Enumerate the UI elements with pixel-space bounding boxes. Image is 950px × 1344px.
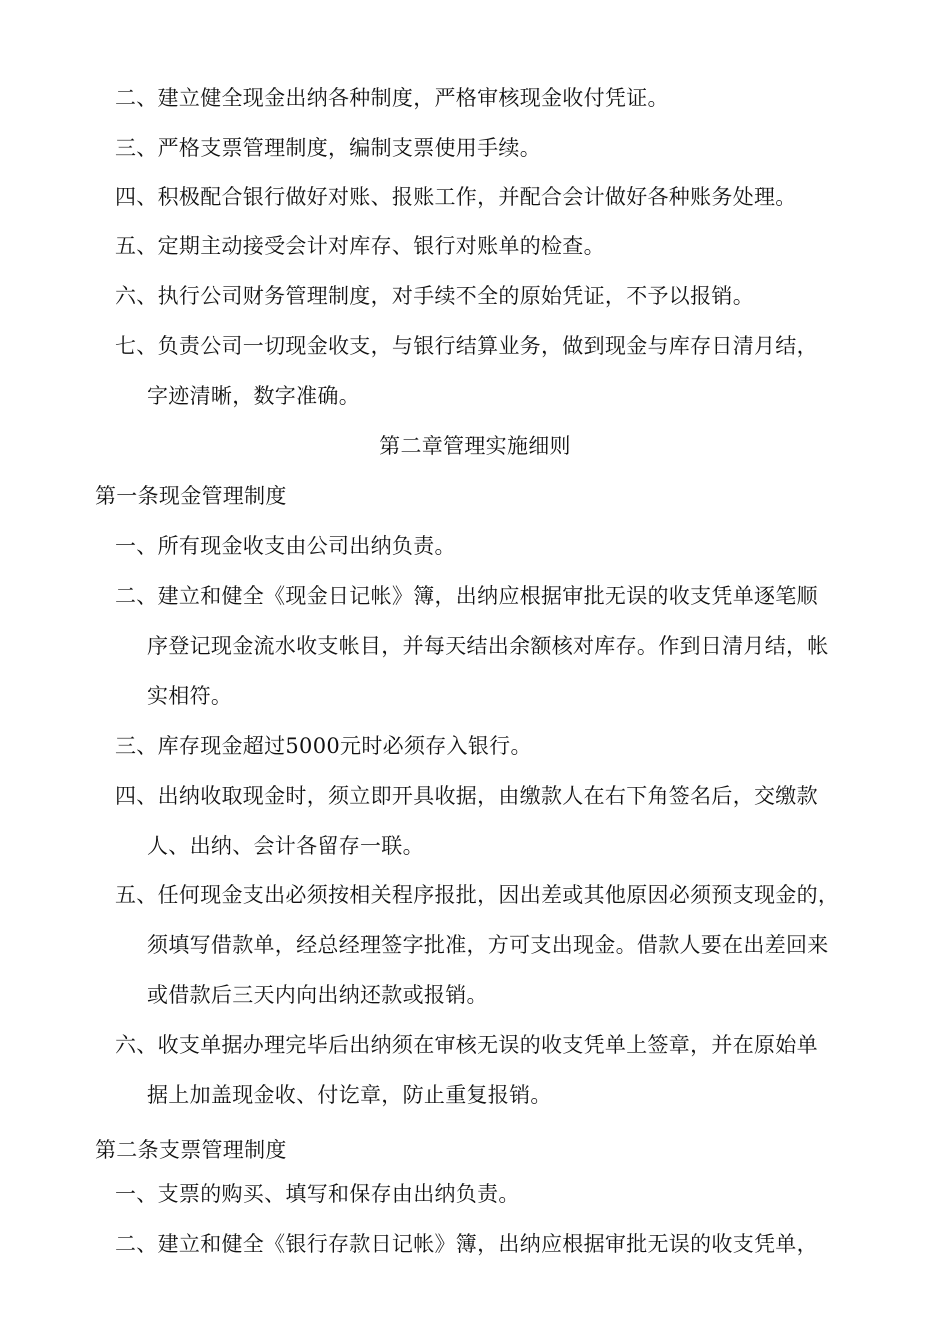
article-1-line: 三、库存现金超过5000元时必须存入银行。 xyxy=(115,734,532,758)
article-1-line: 实相符。 xyxy=(147,684,233,708)
article-2-line: 一、支票的购买、填写和保存由出纳负责。 xyxy=(115,1182,520,1206)
duty-item-2: 二、建立健全现金出纳各种制度，严格审核现金收付凭证。 xyxy=(115,86,669,110)
article-1-line: 须填写借款单，经总经理签字批准，方可支出现金。借款人要在出差回来 xyxy=(147,933,829,957)
duty-item-3: 三、严格支票管理制度，编制支票使用手续。 xyxy=(115,136,541,160)
duty-item-7-continued: 字迹清晰，数字准确。 xyxy=(147,384,360,408)
duty-item-5: 五、定期主动接受会计对库存、银行对账单的检查。 xyxy=(115,234,605,258)
article-1-line: 据上加盖现金收、付讫章，防止重复报销。 xyxy=(147,1083,552,1107)
duty-item-4: 四、积极配合银行做好对账、报账工作，并配合会计做好各种账务处理。 xyxy=(115,185,797,209)
article-2-heading: 第二条支票管理制度 xyxy=(95,1138,287,1162)
article-1-line: 四、出纳收取现金时，须立即开具收据，由缴款人在右下角签名后，交缴款 xyxy=(115,784,818,808)
article-1-line: 或借款后三天内向出纳还款或报销。 xyxy=(147,983,488,1007)
chapter-title: 第二章管理实施细则 xyxy=(379,434,571,458)
article-1-line: 二、建立和健全《现金日记帐》簿，出纳应根据审批无误的收支凭单逐笔顺 xyxy=(115,584,818,608)
duty-item-7: 七、负责公司一切现金收支，与银行结算业务，做到现金与库存日清月结， xyxy=(115,334,818,358)
article-1-line: 序登记现金流水收支帐目，并每天结出余额核对库存。作到日清月结，帐 xyxy=(147,634,829,658)
article-2-line: 二、建立和健全《银行存款日记帐》簿，出纳应根据审批无误的收支凭单， xyxy=(115,1232,818,1256)
article-1-line: 六、收支单据办理完毕后出纳须在审核无误的收支凭单上签章，并在原始单 xyxy=(115,1033,818,1057)
article-1-heading: 第一条现金管理制度 xyxy=(95,484,287,508)
article-1-line: 一、所有现金收支由公司出纳负责。 xyxy=(115,534,456,558)
duty-item-6: 六、执行公司财务管理制度，对手续不全的原始凭证，不予以报销。 xyxy=(115,284,754,308)
article-1-line: 五、任何现金支出必须按相关程序报批，因出差或其他原因必须预支现金的， xyxy=(115,883,840,907)
article-1-line: 人、出纳、会计各留存一联。 xyxy=(147,834,424,858)
